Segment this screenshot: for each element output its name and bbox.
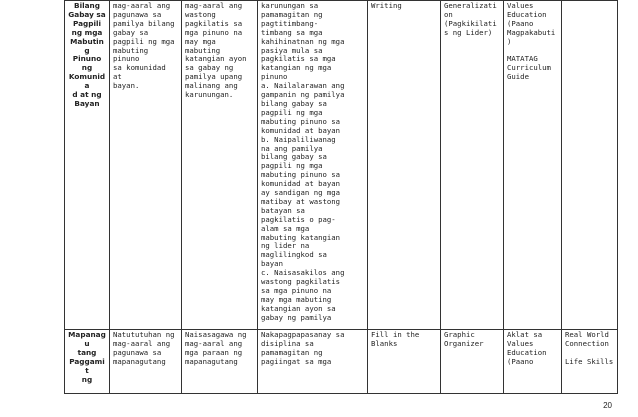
learning-competency-cell: karunungan sa pamamagitan ng pagtitimbang- timbang sa mga kahihinatnan ng mga pasiya mula sa pagkilatis sa mga katangian ng mga pinuno a. Nailalarawan ang gampanin ng pamilya bilang gabay sa pagpili ng mga mabuting pinuno sa komunidad at bayan b. Naipaliliwanag na ang pamilya bilang gabay sa pagpili ng mga mabuting pinuno sa komunidad at bayan ay sandigan ng mga matibay at wastong batayan sa pagkilatis o pag- alam sa mga mabuting katangian ng lider na maglilingkod sa bayan c. Naisasakilos ang wastong pagkilatis sa mga pinuno na may mga mabuting katangian ayon sa gabay ng pamilya (258, 1, 368, 330)
performance-standard-cell: mag-aaral ang wastong pagkilatis sa mga pinuno na may mga mabuting katangian ayon sa gabay ng pamilya upang malinang ang karunungan. (182, 1, 258, 330)
content-standard-cell: Natututuhan ng mag-aaral ang pagunawa sa mapanagutang (110, 330, 182, 394)
learning-competency-cell: Nakapagpapasanay sa disiplina sa pamamagitan ng pagiingat sa mga (258, 330, 368, 394)
resources-cell: Aklat sa Values Education (Paano (504, 330, 562, 394)
activity-cell: Graphic Organizer (441, 330, 504, 394)
topic-title-cell: Mapanagu tang Paggamit ng (65, 330, 110, 394)
assessment-cell: Fill in the Blanks (368, 330, 441, 394)
integration-cell (562, 1, 618, 330)
assessment-cell: Writing (368, 1, 441, 330)
lesson-plan-table (64, 0, 618, 394)
table-row (65, 330, 618, 394)
page-number: 20 (603, 401, 612, 410)
content-standard-cell: mag-aaral ang pagunawa sa pamilya bilang gabay sa pagpili ng mga mabuting pinuno sa komunidad at bayan. (110, 1, 182, 330)
performance-standard-cell: Naisasagawa ng mag-aaral ang mga paraan ng mapanagutang (182, 330, 258, 394)
topic-title-cell: Bilang Gabay sa Pagpili ng mga Mabuting Pinuno ng Komunida d at ng Bayan (65, 1, 110, 330)
activity-cell: Generalizati on (Pagkikilati s ng Lider) (441, 1, 504, 330)
integration-cell: Real World Connection Life Skills (562, 330, 618, 394)
table-row (65, 1, 618, 330)
resources-cell: Values Education (Paano Magpakabuti ) MATATAG Curriculum Guide (504, 1, 562, 330)
